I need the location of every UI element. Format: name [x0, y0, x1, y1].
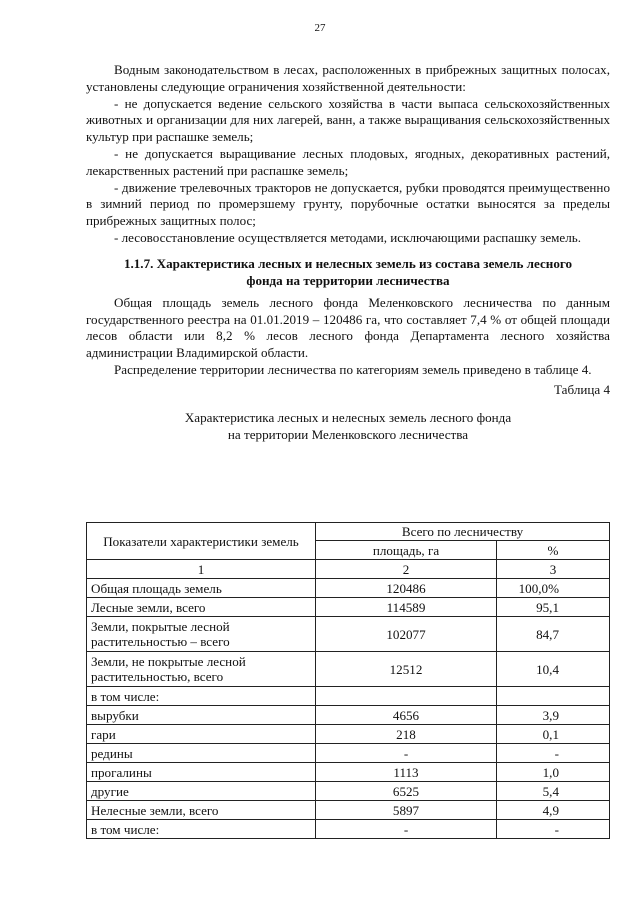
- row-percent: 4,9: [497, 801, 610, 820]
- row-label: Лесные земли, всего: [87, 598, 316, 617]
- row-label: Земли, покрытые лесной растительностью – всего: [87, 617, 316, 652]
- table-row: [87, 725, 610, 744]
- paragraph-restriction-tractors: - движение трелевочных тракторов не допускается, рубки проводятся преимущественно в зимний период по промерзшему грунту, порубочные остатки выносятся за пределы прибрежных защитных полос;: [86, 179, 610, 229]
- table-row: [87, 652, 610, 687]
- row-percent: 84,7: [497, 617, 610, 652]
- row-area: [316, 687, 497, 706]
- table-row: [87, 598, 610, 617]
- row-area: 5897: [316, 801, 497, 820]
- table-header-row: [87, 523, 610, 541]
- row-percent: 100,0%: [497, 579, 610, 598]
- section-heading-line1: 1.1.7. Характеристика лесных и нелесных земель из состава земель лесного: [123, 255, 573, 271]
- table-title-line1: Характеристика лесных и нелесных земель лесного фонда: [184, 409, 512, 425]
- column-number: 1: [87, 560, 316, 579]
- row-percent: 5,4: [497, 782, 610, 801]
- row-area: 4656: [316, 706, 497, 725]
- paragraph-total-area: Общая площадь земель лесного фонда Меленковского лесничества по данным государственного реестра на 01.01.2019 – 120486 га, что составляет 7,4 % от общей площади лесов области или 8,2 % лесов лесного фонда Департамента лесного хозяйства администрации Владимирской области.: [86, 294, 610, 361]
- paragraph-restriction-agriculture: - не допускается ведение сельского хозяйства в части выпаса сельскохозяйственных животных и организации для них лагерей, ванн, а также выращивания сельскохозяйственных культур при распашке земель;: [86, 95, 610, 145]
- land-characteristics-table: [86, 522, 610, 839]
- table-row: [87, 782, 610, 801]
- row-percent: -: [497, 744, 610, 763]
- row-percent: 10,4: [497, 652, 610, 687]
- table-title-line2: на территории Меленковского лесничества: [227, 426, 469, 442]
- paragraph-restriction-plants: - не допускается выращивание лесных плодовых, ягодных, декоративных растений, лекарственных растений при распашке земель;: [86, 145, 610, 178]
- row-percent: -: [497, 820, 610, 839]
- table-row: [87, 744, 610, 763]
- row-label: в том числе:: [87, 820, 316, 839]
- table-row: [87, 763, 610, 782]
- row-label: в том числе:: [87, 687, 316, 706]
- row-area: 102077: [316, 617, 497, 652]
- section-heading-line2: фонда на территории лесничества: [246, 272, 450, 288]
- row-label: редины: [87, 744, 316, 763]
- row-label: другие: [87, 782, 316, 801]
- header-indicator: Показатели характеристики земель: [87, 523, 316, 560]
- table-caption: Таблица 4: [554, 381, 610, 397]
- table-row: [87, 801, 610, 820]
- header-percent: %: [497, 541, 610, 560]
- row-area: 12512: [316, 652, 497, 687]
- row-percent: 1,0: [497, 763, 610, 782]
- table-row: [87, 579, 610, 598]
- column-number: 3: [497, 560, 610, 579]
- table-title: [86, 409, 610, 443]
- paragraph-restriction-reforestation: - лесовосстановление осуществляется методами, исключающими распашку земель.: [114, 229, 582, 245]
- page-number: 27: [314, 22, 326, 34]
- row-label: вырубки: [87, 706, 316, 725]
- row-area: 218: [316, 725, 497, 744]
- row-label: гари: [87, 725, 316, 744]
- header-group: Всего по лесничеству: [316, 523, 610, 541]
- row-area: 6525: [316, 782, 497, 801]
- paragraph-distribution: Распределение территории лесничества по категориям земель приведено в таблице 4.: [114, 361, 592, 377]
- row-percent: [497, 687, 610, 706]
- section-heading: [86, 255, 610, 289]
- row-area: 120486: [316, 579, 497, 598]
- column-number: 2: [316, 560, 497, 579]
- row-percent: 0,1: [497, 725, 610, 744]
- row-area: -: [316, 744, 497, 763]
- table-column-numbers-row: [87, 560, 610, 579]
- table-row: [87, 706, 610, 725]
- row-area: -: [316, 820, 497, 839]
- table-row: [87, 687, 610, 706]
- row-area: 1113: [316, 763, 497, 782]
- row-percent: 95,1: [497, 598, 610, 617]
- row-area: 114589: [316, 598, 497, 617]
- header-area: площадь, га: [316, 541, 497, 560]
- table-row: [87, 617, 610, 652]
- row-label: Нелесные земли, всего: [87, 801, 316, 820]
- row-percent: 3,9: [497, 706, 610, 725]
- row-label: Общая площадь земель: [87, 579, 316, 598]
- paragraph-restrictions-intro: Водным законодательством в лесах, расположенных в прибрежных защитных полосах, установлены следующие ограничения хозяйственной деятельности:: [86, 62, 610, 94]
- row-label: Земли, не покрытые лесной растительностью, всего: [87, 652, 316, 687]
- row-label: прогалины: [87, 763, 316, 782]
- table-row: [87, 820, 610, 839]
- body-text: [86, 62, 610, 443]
